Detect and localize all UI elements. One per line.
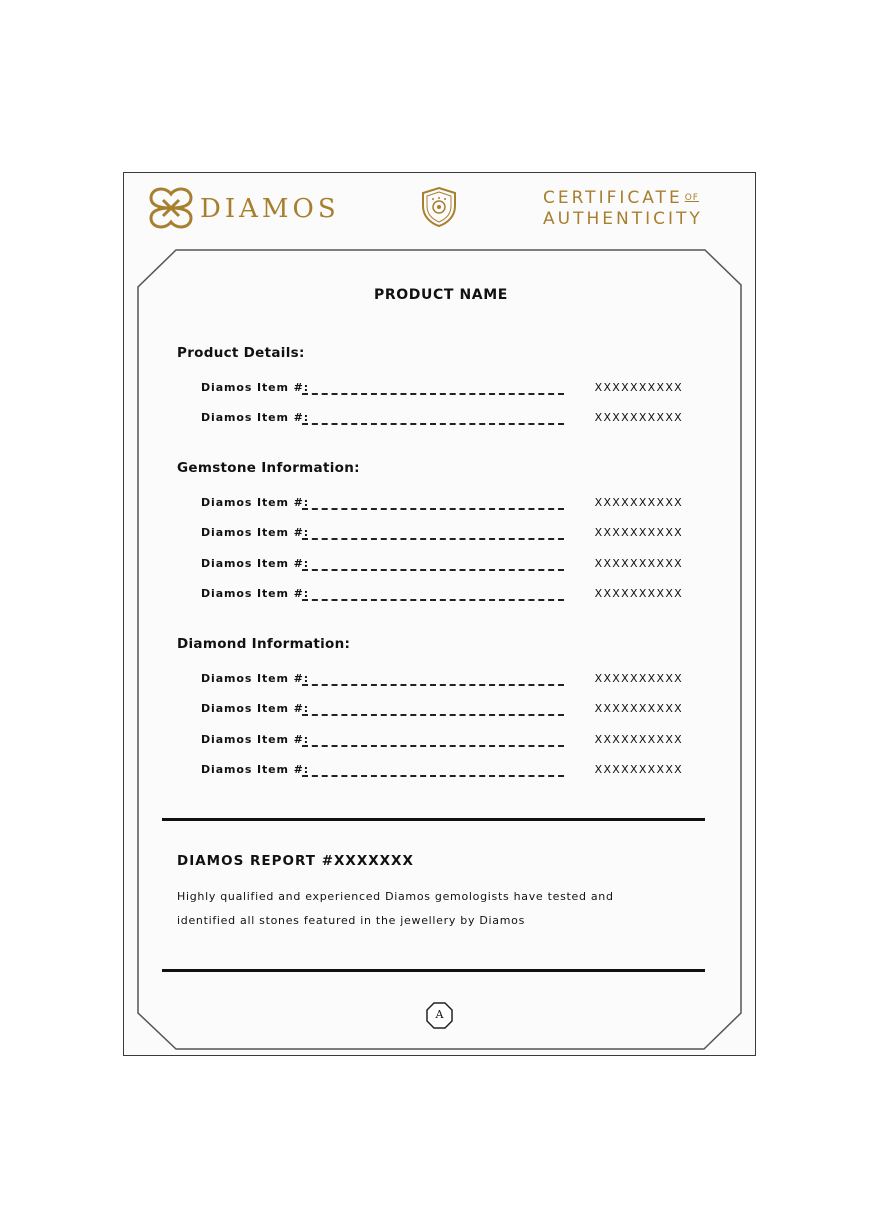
report-description-line2: identified all stones featured in the jewellery by Diamos	[177, 914, 526, 927]
dashed-line	[302, 684, 564, 686]
diamos-logo-icon	[147, 186, 195, 230]
row-label: Diamos Item #:	[201, 733, 310, 746]
certificate-title-line2: AUTHENTICITY	[543, 209, 703, 229]
row-value: XXXXXXXXXX	[594, 763, 683, 776]
row-value: XXXXXXXXXX	[594, 381, 683, 394]
detail-row	[201, 526, 683, 542]
section-title-gemstone-information: Gemstone Information:	[177, 460, 360, 476]
detail-row	[201, 763, 683, 779]
row-label: Diamos Item #:	[201, 526, 310, 539]
shield-crest-icon	[420, 186, 458, 228]
row-value: XXXXXXXXXX	[594, 526, 683, 539]
report-title: DIAMOS REPORT #XXXXXXX	[177, 853, 414, 869]
dashed-line	[302, 745, 564, 747]
row-label: Diamos Item #:	[201, 381, 310, 394]
detail-row	[201, 672, 683, 688]
dashed-line	[302, 775, 564, 777]
row-label: Diamos Item #:	[201, 557, 310, 570]
dashed-line	[302, 599, 564, 601]
dashed-line	[302, 714, 564, 716]
row-value: XXXXXXXXXX	[594, 496, 683, 509]
row-value: XXXXXXXXXX	[594, 587, 683, 600]
brand-wordmark: DIAMOS	[200, 194, 340, 224]
row-label: Diamos Item #:	[201, 763, 310, 776]
row-label: Diamos Item #:	[201, 672, 310, 685]
detail-row	[201, 733, 683, 749]
dashed-line	[302, 393, 564, 395]
detail-row	[201, 381, 683, 397]
detail-row	[201, 496, 683, 512]
detail-row	[201, 702, 683, 718]
divider-bottom	[162, 969, 705, 972]
dashed-line	[302, 538, 564, 540]
product-name-heading: PRODUCT NAME	[374, 287, 508, 303]
row-value: XXXXXXXXXX	[594, 733, 683, 746]
row-value: XXXXXXXXXX	[594, 702, 683, 715]
detail-row	[201, 411, 683, 427]
badge-letter: A	[435, 1008, 444, 1021]
certificate-title-line1: CERTIFICATE $^{OF}$	[543, 188, 699, 208]
section-title-product-details: Product Details:	[177, 345, 305, 361]
divider-top	[162, 818, 705, 821]
row-label: Diamos Item #:	[201, 702, 310, 715]
section-title-diamond-information: Diamond Information:	[177, 636, 351, 652]
dashed-line	[302, 508, 564, 510]
detail-row	[201, 557, 683, 573]
detail-row	[201, 587, 683, 603]
row-value: XXXXXXXXXX	[594, 557, 683, 570]
report-description-line1: Highly qualified and experienced Diamos gemologists have tested and	[177, 890, 614, 903]
dashed-line	[302, 423, 564, 425]
row-label: Diamos Item #:	[201, 587, 310, 600]
row-value: XXXXXXXXXX	[594, 672, 683, 685]
octagon-badge-icon	[426, 1002, 453, 1029]
row-label: Diamos Item #:	[201, 411, 310, 424]
row-value: XXXXXXXXXX	[594, 411, 683, 424]
row-label: Diamos Item #:	[201, 496, 310, 509]
dashed-line	[302, 569, 564, 571]
